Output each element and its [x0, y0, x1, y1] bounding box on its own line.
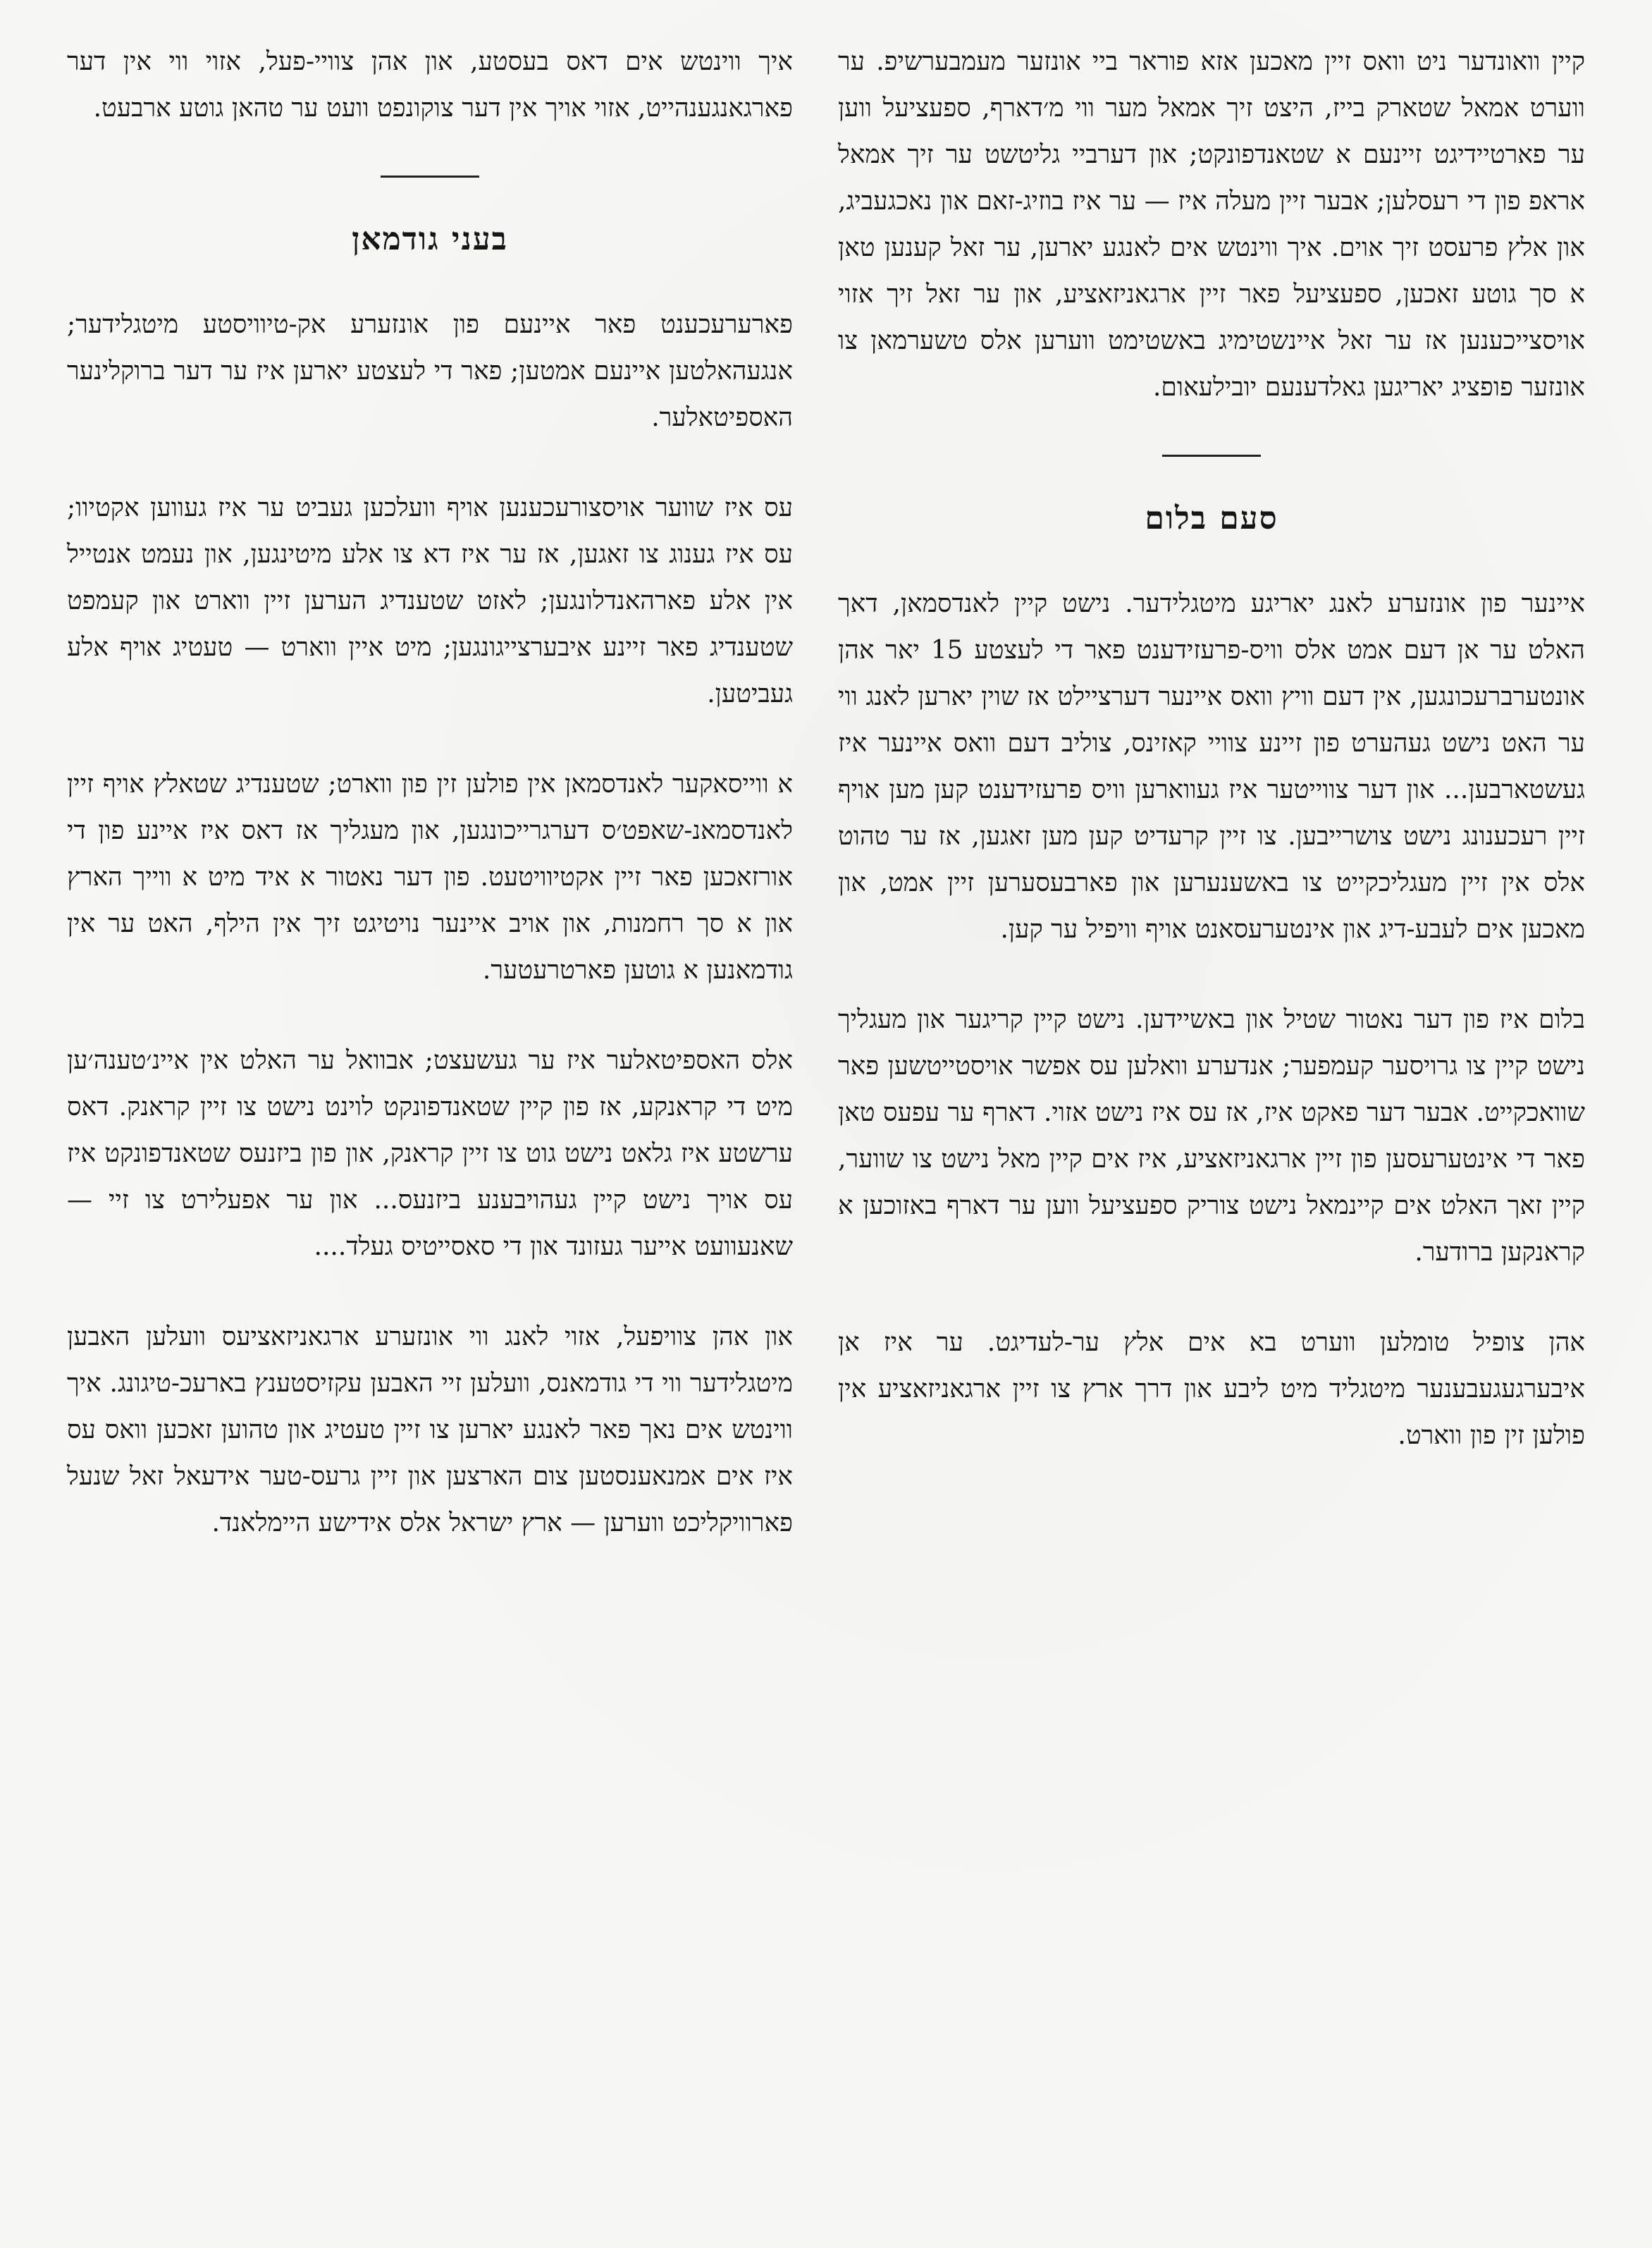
paragraph-right-4: אהן צופיל טומלען ווערט בא אים אלץ ער-לעדיגט. ער איז אן איבערגעגעבענער מיטגליד מיט ליבע און דרך ארץ צו זיין ארגאניזאציע אין פולען זין פון ווארט.	[838, 1328, 1585, 1450]
paragraph-right-1: קיין וואונדער ניט וואס זיין מאכען אזא פוראר ביי אונזער מעמבערשיפ. ער ווערט אמאל שטארק בייז, היצט זיך אמאל מער ווי מ׳דארף, ספעציעל ווען ער פארטיידיגט זיינעם א שטאנדפונקט; און דערביי גליטשט ער זיך אמאל אראפ פון די רעסלען; אבער זיין מעלה איז — ער איז בוזיג-זאם און נאכגעביג, און אלץ פרעסט זיך אוים. איך ווינטש אים לאנגע יארען, ער זאל קענען טאן א סך גוטע זאכען, ספעציעל פאר זיין ארגאניזאציע, און ער זאל זיך אזוי אויסצייכענען אז ער זאל איינשטימיג באשטימט ווערען אלס טשערמאן צו אונזער פופציג יאריגען גאלדענעם יובילעאום.	[838, 47, 1586, 402]
right-column	[838, 39, 1585, 2206]
two-column-layout	[67, 39, 1585, 2206]
paragraph-left-4: א ווייסאקער לאנדסמאן אין פולען זין פון ווארט; שטענדיג שטאלץ אויף זיין לאנדסמאנ-שאפט׳ס דערגרייכונגען, און מעגליך אז דאס איז איינע פון די אורזאכען פאר זיין אקטיוויטעט. פון דער נאטור א איד מיט א ווייך הארץ און א סך רחמנות, און אויב איינער נויטיגט זיך אין הילף, האט ער אין גודמאנען א גוטען פארטרעטער.	[67, 770, 793, 985]
section-divider	[381, 176, 479, 178]
paragraph-left-6: און אהן צוויפעל, אזוי לאנג ווי אונזערע ארגאניזאציעס וועלען האבען מיטגלידער ווי די גודמאנס, וועלען זיי האבען עקזיסטענץ בארעכ-טיגונג. איך ווינטש אים נאך פאר לאנגע יארען צו זיין טעטיג און טהוען זאכען וואס עס איז אים אמנאענסטען צום הארצען און זיין גרעס-טער אידעאל זאל שנעל פארוויקליכט ווערען — ארץ ישראל אלס אידישע היימלאנד.	[67, 1322, 793, 1537]
paragraph-right-3: בלום איז פון דער נאטור שטיל און באשיידען. נישט קיין קריגער און מעגליך נישט קיין צו גרויסער קעמפער; אנדערע וואלען עס אפשר אויסטייטשען פאר שוואכקייט. אבער דער פאקט איז, אז עס איז נישט אזוי. דארף ער עפעס טאן פאר די אינטערעסען פון זיין ארגאניזאציע, איז אים קיין מאל נישט צו שווער, קיין זאך האלט אים קיינמאל נישט צוריק ספעציעל ווען ער דארף באזוכען א קראנקען ברודער.	[838, 1005, 1585, 1267]
paragraph-left-1: איך ווינטש אים דאס בעסטע, און אהן צוויי-פעל, אזוי ווי אין דער פארגאנגענהייט, אזוי אויך אין דער צוקונפט וועט ער טהאן גוטע ארבעט.	[67, 47, 793, 123]
paragraph-left-2: פארערעכענט פאר איינעם פון אונזערע אק-טיוויסטע מיטגלידער; אנגעהאלטען איינעם אמטען; פאר די לעצטע יארען איז ער דער ברוקלינער האספיטאלער.	[67, 310, 793, 432]
section-divider	[1162, 455, 1261, 457]
paragraph-right-2: איינער פון אונזערע לאנג יאריגע מיטגלידער. נישט קיין לאנדסמאן, דאך האלט ער אן דעם אמט אלס וויס-פרעזידענט פאר די לעצטע 15 יאר אהן אונטערברעכונגען, אין דעם וויץ וואס איינער דערציילט אז שוין יארען לאנג ווי ער האט נישט געהערט פון זיינע צוויי קאזינס, צוליב דעם וואס איינער איז געשטארבען... און דער צווייטער איז געווארען וויס פרעזידענט קען מען אויף זיין רעכענונג נישט צושרייבען. צו זיין קרעדיט קען מען זאגען, אז ער טהוט אלס אין זיין מעגליכקייט צו באשענערען און פארבעסערען זיין אמט, און מאכען אים לעבע-דיג און אינטערעסאנט אויף וויפיל ער קען.	[838, 589, 1585, 944]
left-column	[67, 39, 793, 2206]
section-title-benny-goodman: בעני גודמאן	[352, 221, 508, 257]
paragraph-left-5: אלס האספיטאלער איז ער געשעצט; אבוואל ער האלט אין איינ׳טענה׳ען מיט די קראנקע, אז פון קיין שטאנדפונקט לוינט נישט צו זיין קראנק. דאס ערשטע איז גלאט נישט גוט צו זיין קראנק, און פון ביזנעס שטאנדפונקט איז עס אויך נישט קיין געהויבענע ביזנעס... און ער אפעלירט צו זיי — שאנעוועט אייער געזונד און די סאסייטיס געלד....	[67, 1046, 793, 1261]
section-title-sam-blum: סעם בלום	[1145, 500, 1278, 536]
paragraph-left-3: עס איז שווער אויסצורעכענען אויף וועלכען געביט ער איז געווען אקטיוו; עס איז גענוג צו זאגען, אז ער איז דא צו אלע מיטינגען, און נעמט אנטייל אין אלע פארהאנדלונגען; לאזט שטענדיג הערען זיין ווארט און קעמפט שטענדיג פאר זיינע איבערצייגונגען; מיט איין ווארט — טעטיג אויף אלע געביטען.	[67, 493, 793, 708]
